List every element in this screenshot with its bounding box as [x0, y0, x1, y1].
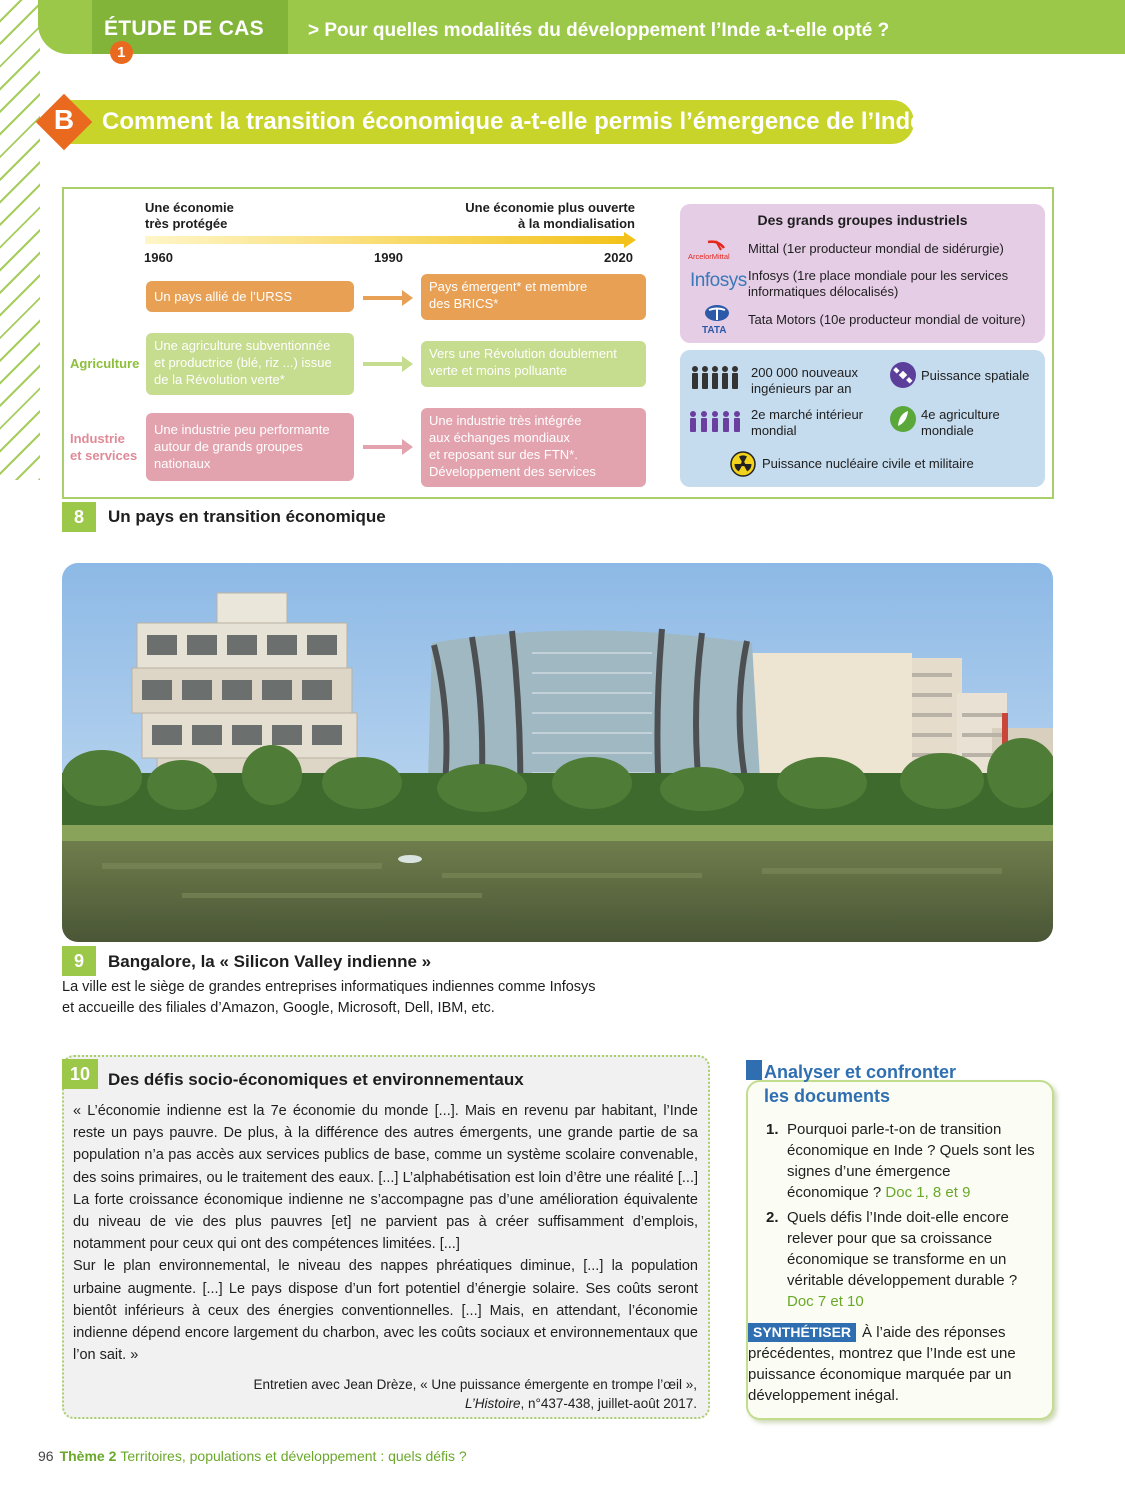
- year-2020: 2020: [604, 250, 633, 265]
- case-study-question: > Pour quelles modalités du développement l’Inde a-t-elle opté ?: [308, 20, 890, 41]
- asset-agriculture: 4e agriculture mondiale: [921, 407, 1000, 438]
- case-study-label: ÉTUDE DE CAS: [104, 17, 264, 40]
- nuclear-icon: [730, 451, 756, 477]
- asset-market: 2e marché intérieur mondial: [751, 407, 863, 438]
- question-1: 1. Pourquoi parle-t-on de transition économique en Inde ? Quels sont les signes d’une émergence économique ? Doc 1, 8 et 9: [766, 1121, 1035, 1201]
- doc10-title: Des défis socio-économiques et environnementaux: [108, 1070, 524, 1089]
- bangalore-photo: [62, 563, 1053, 942]
- analysis-tab: [746, 1060, 762, 1080]
- doc10-paragraph-1: « L’économie indienne est la 7e économie du monde [...]. Mais en revenu par habitant, l’Inde reste un pays pauvre. De plus, à la différence des autres émergents, une grande partie de sa population n’a pas accès aux services publics de base, comme un système scolaire convenable, des soins primaires, ou le traitement des eaux. [...] L’alphabétisation est loin d’être une réalité [...] La forte croissance économique indienne ne s’accompagne pas d’une amélioration équivalente du niveau de vie des plus pauvres [et] ne parvient pas à créer suffisamment d’emplois, notamment pour ceux qui ont des compétences limitées. [...]: [73, 1103, 698, 1253]
- infosys-logo: Infosys: [690, 270, 747, 291]
- row3-before: Une industrie peu performante autour de grands groupes nationaux: [146, 413, 354, 481]
- asset-space: Puissance spatiale: [921, 368, 1030, 383]
- doc9-title: Bangalore, la « Silicon Valley indienne »: [108, 952, 432, 971]
- doc10-paragraph-2: Sur le plan environnemental, le niveau des nappes phréatiques diminue, [...] la population urbaine augmente. [...] Le pays dispose d’un fort potentiel d’énergie solaire. Ses coûts seront bientôt inférieurs à ceux des énergies conventionnelles. [...] Mais, en attendant, l’économie indienne dépend encore largement du charbon, avec les coûts sociaux et environnementaux que l’on sait. »: [73, 1258, 698, 1364]
- question-1-ref: Doc 1, 8 et 9: [885, 1184, 971, 1201]
- population-icon: [688, 410, 742, 434]
- timeline-left-heading: Une économie très protégée: [145, 200, 234, 231]
- timeline-right-heading: Une économie plus ouverte à la mondialisation: [465, 200, 635, 231]
- question-2-ref: Doc 7 et 10: [787, 1293, 864, 1310]
- footer-title: Territoires, populations et développement : quels défis ?: [120, 1448, 467, 1464]
- row1-arrow: [363, 296, 403, 300]
- group-mittal: Mittal (1er producteur mondial de sidérurgie): [748, 241, 1004, 256]
- question-2: 2. Quels défis l’Inde doit-elle encore relever pour que sa croissance économique se transforme en un véritable développement durable ? Doc 7 et 10: [766, 1209, 1018, 1310]
- doc10-source: Entretien avec Jean Drèze, « Une puissance émergente en trompe l’œil », L’Histoire, n°437-438, juillet-août 2017.: [253, 1377, 697, 1411]
- tata-logo: [700, 303, 734, 335]
- page-footer: [38, 1448, 467, 1464]
- timeline-arrowhead: [624, 232, 636, 248]
- doc9-caption: La ville est le siège de grandes entreprises informatiques indiennes comme Infosys et accueille des filiales d’Amazon, Google, Microsoft, Dell, IBM, etc.: [62, 979, 596, 1016]
- doc10-number: 10: [62, 1059, 98, 1089]
- svg-text:ArcelorMittal: ArcelorMittal: [688, 252, 730, 261]
- svg-text:TATA: TATA: [702, 325, 727, 335]
- group-tata: Tata Motors (10e producteur mondial de voiture): [748, 312, 1026, 327]
- arcelormittal-logo: [688, 238, 736, 262]
- year-1990: 1990: [374, 250, 403, 265]
- synthesis: SYNTHÉTISER À l’aide des réponses précédentes, montrez que l’Inde est une puissance économique marquée par un développement inégal.: [748, 1324, 1016, 1404]
- footer-theme: Thème 2: [59, 1448, 117, 1464]
- case-study-number: 1: [110, 41, 133, 64]
- asset-engineers: 200 000 nouveaux ingénieurs par an: [751, 365, 858, 396]
- doc9-number: 9: [62, 946, 96, 976]
- row3-arrow: [363, 445, 403, 449]
- row1-before: Un pays allié de l’URSS: [146, 281, 354, 312]
- synthesis-tag: SYNTHÉTISER: [748, 1323, 856, 1342]
- engineers-icon: [690, 364, 742, 392]
- doc8-title: Un pays en transition économique: [108, 507, 386, 526]
- margin-stripes: [0, 0, 40, 480]
- analysis-title: Analyser et confronter les documents: [764, 1062, 957, 1106]
- row3-label: Industrie et services: [70, 431, 138, 463]
- industrial-groups-title: Des grands groupes industriels: [757, 212, 968, 228]
- row2-after: Vers une Révolution doublement verte et moins polluante: [421, 341, 646, 387]
- section-letter: B: [53, 104, 75, 135]
- page-number: 96: [38, 1448, 54, 1464]
- row2-before: Une agriculture subventionnée et productrice (blé, riz ...) issue de la Révolution verte*: [146, 333, 354, 395]
- doc10-quote: [73, 1100, 698, 1366]
- section-title: Comment la transition économique a-t-elle permis l’émergence de l’Inde ?: [102, 108, 945, 135]
- row2-label: Agriculture: [70, 356, 140, 371]
- row1-after: Pays émergent* et membre des BRICS*: [421, 274, 646, 320]
- asset-nuclear: Puissance nucléaire civile et militaire: [762, 456, 974, 471]
- timeline-arrow: [145, 236, 625, 244]
- case-study-tag: [92, 0, 288, 61]
- row2-arrow: [363, 362, 403, 366]
- doc8-number: 8: [62, 502, 96, 532]
- section-letter-badge: [36, 94, 92, 150]
- group-infosys: Infosys (1re place mondiale pour les services informatiques délocalisés): [748, 268, 1009, 299]
- leaf-icon: [889, 405, 917, 433]
- row3-after: Une industrie très intégrée aux échanges mondiaux et reposant sur des FTN*. Développement des services: [421, 408, 646, 487]
- satellite-icon: [889, 361, 917, 389]
- year-1960: 1960: [144, 250, 173, 265]
